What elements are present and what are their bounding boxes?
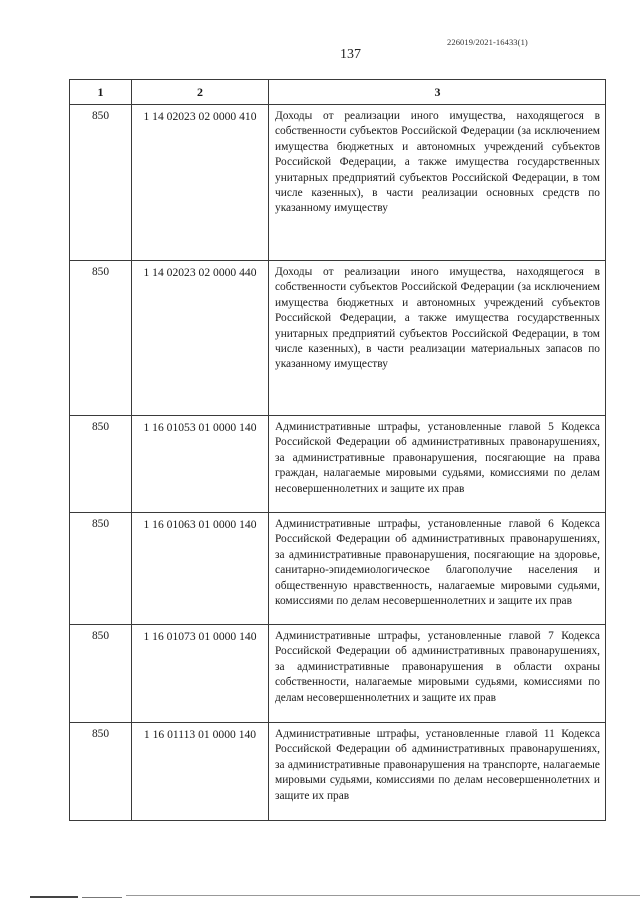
admin-code-cell: 850	[70, 416, 132, 512]
column-header-1: 1	[70, 80, 132, 104]
document-code: 226019/2021-16433(1)	[447, 37, 528, 47]
income-codes-table	[69, 79, 606, 821]
income-code-cell: 1 14 02023 02 0000 410	[132, 105, 269, 260]
admin-code-cell: 850	[70, 723, 132, 820]
income-code-cell: 1 14 02023 02 0000 440	[132, 261, 269, 415]
table-row	[70, 722, 605, 820]
table-row	[70, 104, 605, 260]
table-row	[70, 624, 605, 722]
scan-artifact-line	[126, 895, 640, 896]
scan-artifact-line	[82, 897, 122, 898]
column-header-2: 2	[132, 80, 269, 104]
admin-code-cell: 850	[70, 625, 132, 722]
admin-code-cell: 850	[70, 105, 132, 260]
description-cell: Административные штрафы, установленные главой 5 Кодекса Российской Федерации об административных правонарушениях, за административные правонарушения, посягающие на права граждан, налагаемые мировыми судьями, комиссиями по делам несовершеннолетних и защите их прав	[275, 421, 600, 495]
description-cell: Административные штрафы, установленные главой 11 Кодекса Российской Федерации об административных правонарушениях, за административные правонарушения на транспорте, налагаемые мировыми судьями, комиссиями по делам несовершеннолетних и защите их прав	[275, 728, 600, 802]
admin-code-cell: 850	[70, 513, 132, 624]
income-code-cell: 1 16 01073 01 0000 140	[132, 625, 269, 722]
table-header-row	[70, 80, 605, 104]
income-code-cell: 1 16 01053 01 0000 140	[132, 416, 269, 512]
table-row	[70, 512, 605, 624]
description-cell: Доходы от реализации иного имущества, находящегося в собственности субъектов Российской Федерации (за исключением имущества бюджетных и автономных учреждений субъектов Российской Федерации, а также имущества государственных унитарных предприятий субъектов Российской Федерации, в том числе казенных), в части реализации основных средств по указанному имуществу	[275, 110, 600, 215]
table-row	[70, 260, 605, 415]
table-row	[70, 415, 605, 512]
description-cell: Административные штрафы, установленные главой 6 Кодекса Российской Федерации об административных правонарушениях, за административные правонарушения, посягающие на здоровье, санитарно-эпидемиологическое благополучие населения и общественную нравственность, налагаемые мировыми судьями, комиссиями по делам несовершеннолетних и защите их прав	[275, 518, 600, 608]
description-cell: Административные штрафы, установленные главой 7 Кодекса Российской Федерации об административных правонарушениях, за административные правонарушения в области охраны собственности, налагаемые мировыми судьями, комиссиями по делам несовершеннолетних и защите их прав	[275, 630, 600, 704]
scan-artifact-line	[30, 896, 78, 898]
column-header-3: 3	[434, 85, 441, 99]
page-number: 137	[340, 47, 361, 62]
admin-code-cell: 850	[70, 261, 132, 415]
income-code-cell: 1 16 01113 01 0000 140	[132, 723, 269, 820]
description-cell: Доходы от реализации иного имущества, находящегося в собственности субъектов Российской Федерации (за исключением имущества бюджетных и автономных учреждений субъектов Российской Федерации, а также имущества государственных унитарных предприятий субъектов Российской Федерации, в том числе казенных), в части реализации материальных запасов по указанному имуществу	[275, 266, 600, 371]
income-code-cell: 1 16 01063 01 0000 140	[132, 513, 269, 624]
